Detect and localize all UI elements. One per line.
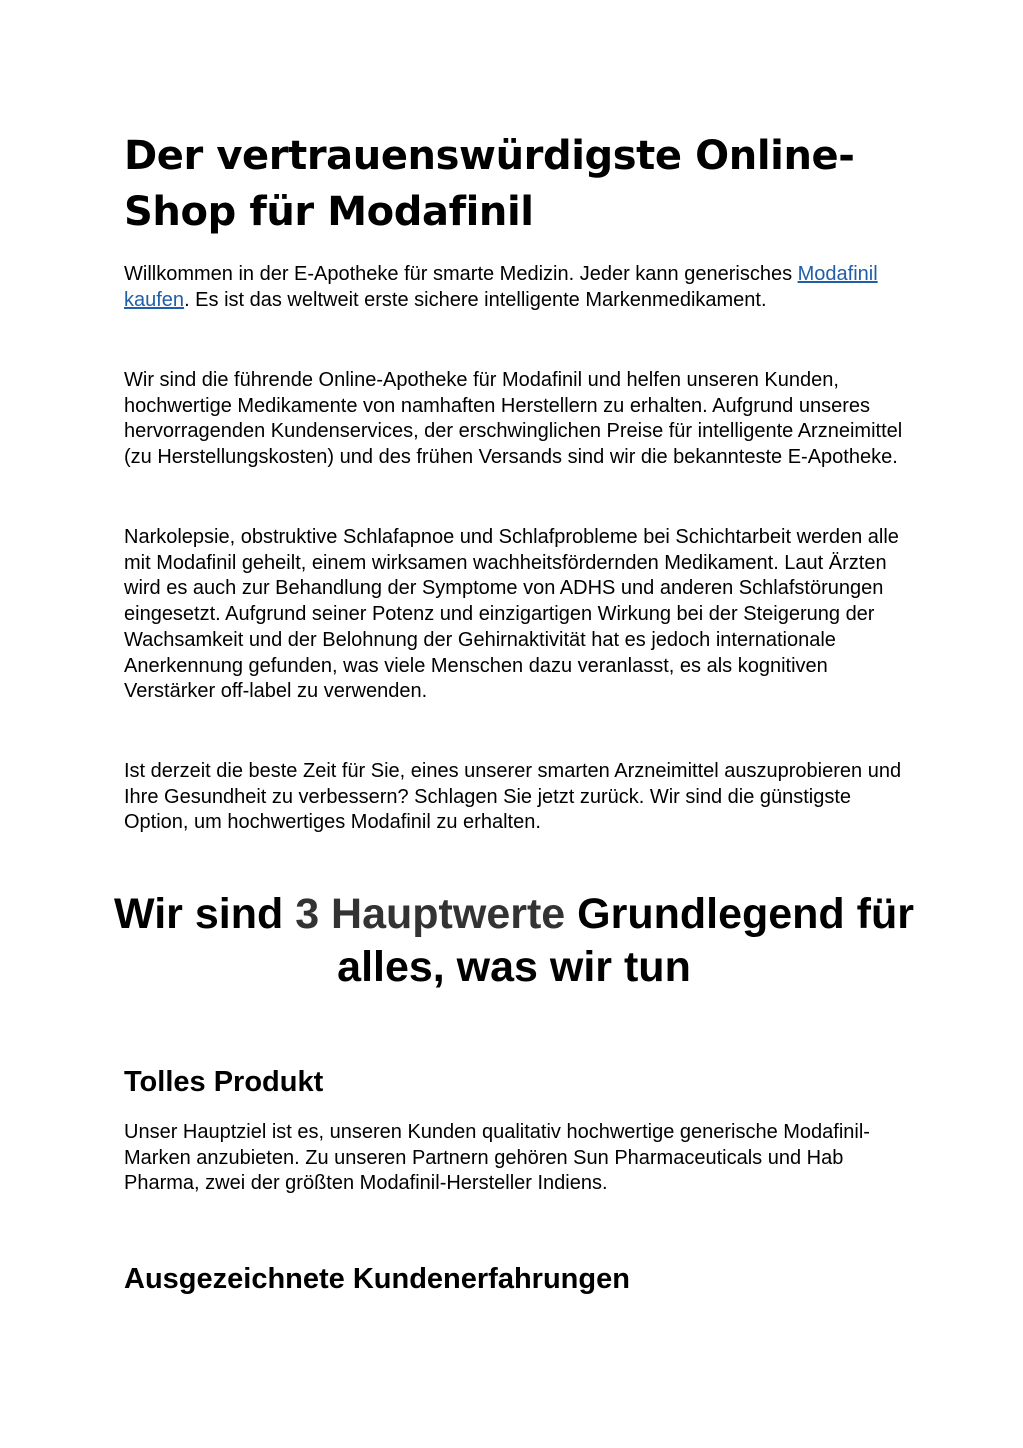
section-text-tolles-produkt: Unser Hauptziel ist es, unseren Kunden qualitativ hochwertige generische Modafinil-Marken anzubieten. Zu unseren Partnern gehören Sun Pharmaceuticals und Hab Pharma, zwei der größten Modafinil-Hersteller Indiens. <box>124 1121 870 1195</box>
paragraph-leading-pharmacy: Wir sind die führende Online-Apotheke für Modafinil und helfen unseren Kunden, hochwertige Medikamente von namhaften Herstellern zu erhalten. Aufgrund unseres hervorragenden Kundenservices, der erschwinglichen Preise für intelligente Arzneimittel (zu Herstellungskosten) und des frühen Versands sind wir die bekannteste E-Apotheke. <box>124 369 903 469</box>
page-title: Der vertrauenswürdigste Online-Shop für Modafinil <box>124 133 855 235</box>
values-heading-part1: Wir sind <box>114 890 296 938</box>
values-heading-accent: 3 Hauptwerte <box>295 890 566 938</box>
values-heading <box>114 888 914 994</box>
paragraph-best-time: Ist derzeit die beste Zeit für Sie, eines unserer smarten Arzneimittel auszuprobieren und Ihre Gesundheit zu verbessern? Schlagen Sie jetzt zurück. Wir sind die günstigste Option, um hochwertiges Modafinil zu erhalten. <box>124 760 902 834</box>
section-heading-tolles-produkt: Tolles Produkt <box>124 1066 324 1098</box>
modafinil-kaufen-link[interactable]: Modafinil kaufen <box>124 263 878 311</box>
paragraph-narcolepsy: Narkolepsie, obstruktive Schlafapnoe und Schlafprobleme bei Schichtarbeit werden alle mit Modafinil geheilt, einem wirksamen wachheitsfördernden Medikament. Laut Ärzten wird es auch zur Behandlung der Symptome von ADHS und anderen Schlafstörungen eingesetzt. Aufgrund seiner Potenz und einzigartigen Wirkung bei der Steigerung der Wachsamkeit und der Belohnung der Gehirnaktivität hat es jedoch internationale Anerkennung gefunden, was viele Menschen dazu veranlasst, es als kognitiven Verstärker off-label zu verwenden. <box>124 526 899 703</box>
values-heading-part2: Grundlegend für alles, was wir tun <box>337 890 914 991</box>
intro-paragraph <box>124 262 904 313</box>
intro-text-after-link: . Es ist das weltweit erste sichere intelligente Markenmedikament. <box>184 288 767 311</box>
section-heading-kundenerfahrungen: Ausgezeichnete Kundenerfahrungen <box>124 1263 630 1295</box>
intro-text-before-link: Willkommen in der E-Apotheke für smarte Medizin. Jeder kann generisches <box>124 263 798 285</box>
